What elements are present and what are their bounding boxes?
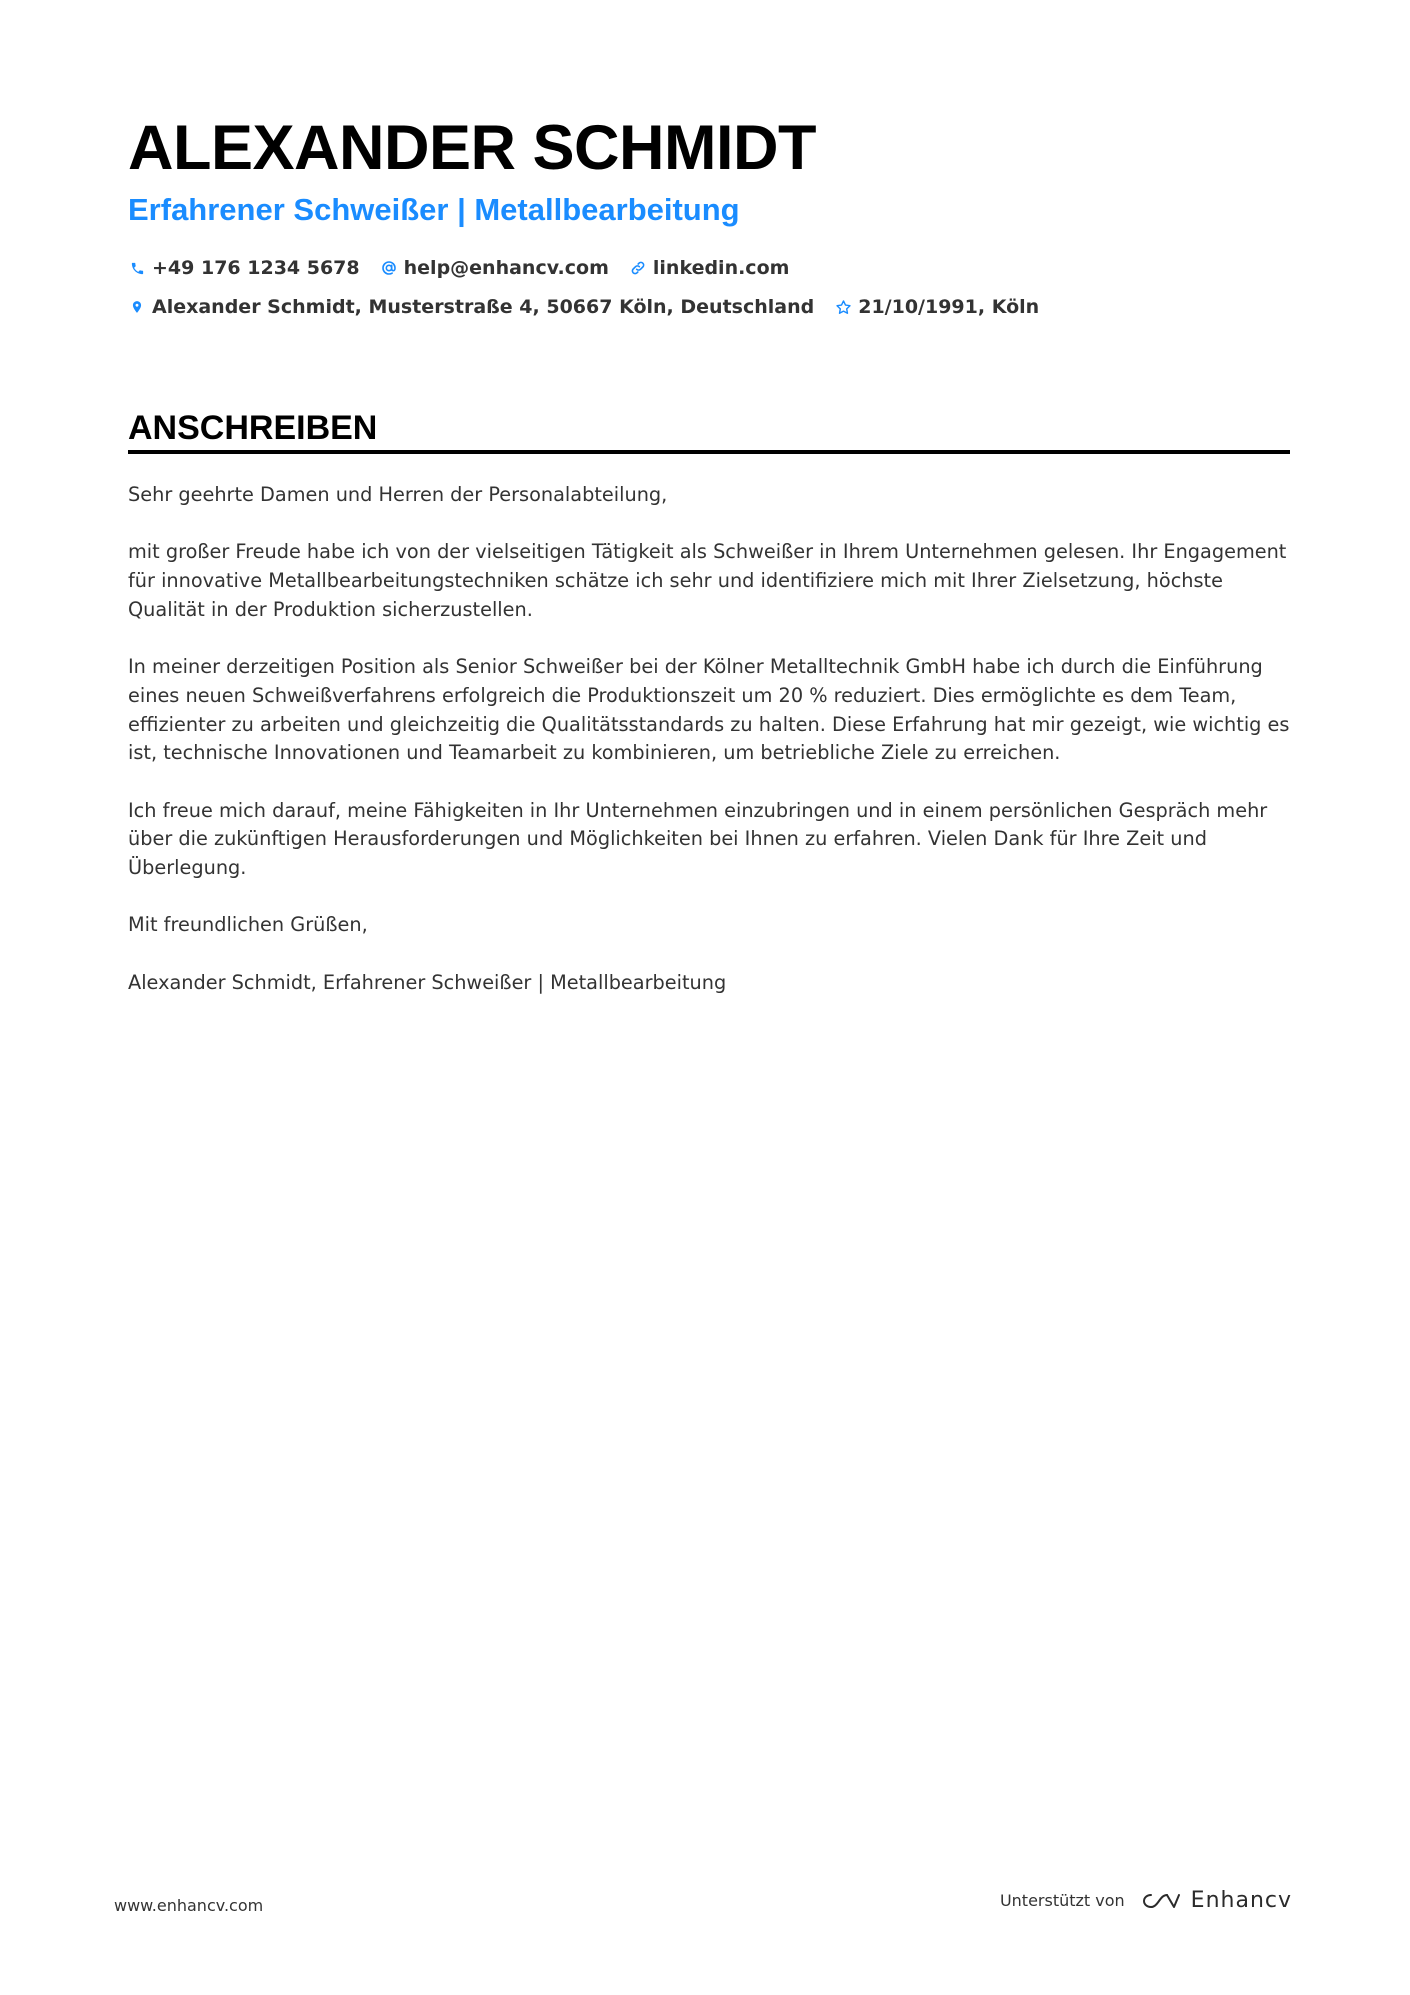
letter-body — [128, 481, 1293, 1026]
section-divider — [128, 450, 1290, 454]
contact-phone-text: +49 176 1234 5678 — [152, 257, 360, 279]
letter-paragraph: mit großer Freude habe ich von der vielseitigen Tätigkeit als Schweißer in Ihrem Unternehmen gelesen. Ihr Engagement für innovative Metallbearbeitungstechniken schätze ich sehr und identifiziere mich mit Ihrer Zielsetzung, höchste Qualität in der Produktion sicherzustellen. — [128, 540, 1287, 621]
link-icon — [629, 259, 647, 277]
letter-paragraph: Ich freue mich darauf, meine Fähigkeiten in Ihr Unternehmen einzubringen und in einem persönlichen Gespräch mehr über die zukünftigen Herausforderungen und Möglichkeiten bei Ihnen zu erfahren. Vielen Dank für Ihre Zeit und Überlegung. — [128, 798, 1268, 880]
footer-branding — [1000, 1888, 1292, 1913]
footer-website[interactable]: www.enhancv.com — [114, 1896, 264, 1915]
phone-icon — [128, 259, 146, 277]
contact-linkedin[interactable] — [629, 252, 790, 284]
contact-birth — [834, 291, 1039, 323]
letter-salutation: Sehr geehrte Damen und Herren der Personalabteilung, — [128, 483, 668, 506]
star-icon — [834, 298, 852, 316]
section-title: ANSCHREIBEN — [128, 409, 378, 447]
contact-address — [128, 291, 814, 323]
applicant-name: ALEXANDER SCHMIDT — [128, 113, 817, 183]
enhancv-logo-icon — [1137, 1889, 1181, 1913]
letter-paragraph: In meiner derzeitigen Position als Senior Schweißer bei der Kölner Metalltechnik GmbH habe ich durch die Einführung eines neuen Schweißverfahrens erfolgreich die Produktionszeit um 20 % reduziert. Dies ermöglichte es dem Team, effizienter zu arbeiten und gleichzeitig die Qualitätsstandards zu halten. Diese Erfahrung hat mir gezeigt, wie wichtig es ist, technische Innovationen und Teamarbeit zu kombinieren, um betriebliche Ziele zu erreichen. — [128, 655, 1290, 765]
contact-email-text[interactable]: help@enhancv.com — [403, 257, 609, 279]
contact-row-secondary — [128, 291, 1059, 323]
contact-email[interactable] — [380, 252, 609, 284]
powered-by-label: Unterstützt von — [999, 1891, 1125, 1910]
applicant-title: Erfahrener Schweißer | Metallbearbeitung — [128, 192, 740, 227]
contact-birth-text: 21/10/1991, Köln — [858, 296, 1040, 318]
at-icon — [380, 259, 398, 277]
brand-name: Enhancv — [1190, 1888, 1292, 1913]
location-pin-icon — [128, 298, 146, 316]
contact-address-text: Alexander Schmidt, Musterstraße 4, 50667 Köln, Deutschland — [152, 296, 815, 318]
contact-row-primary — [128, 252, 809, 284]
contact-linkedin-text[interactable]: linkedin.com — [652, 257, 790, 279]
letter-closing: Mit freundlichen Grüßen, — [128, 913, 368, 937]
letter-signature: Alexander Schmidt, Erfahrener Schweißer | Metallbearbeitung — [128, 970, 727, 994]
contact-phone — [128, 252, 360, 284]
